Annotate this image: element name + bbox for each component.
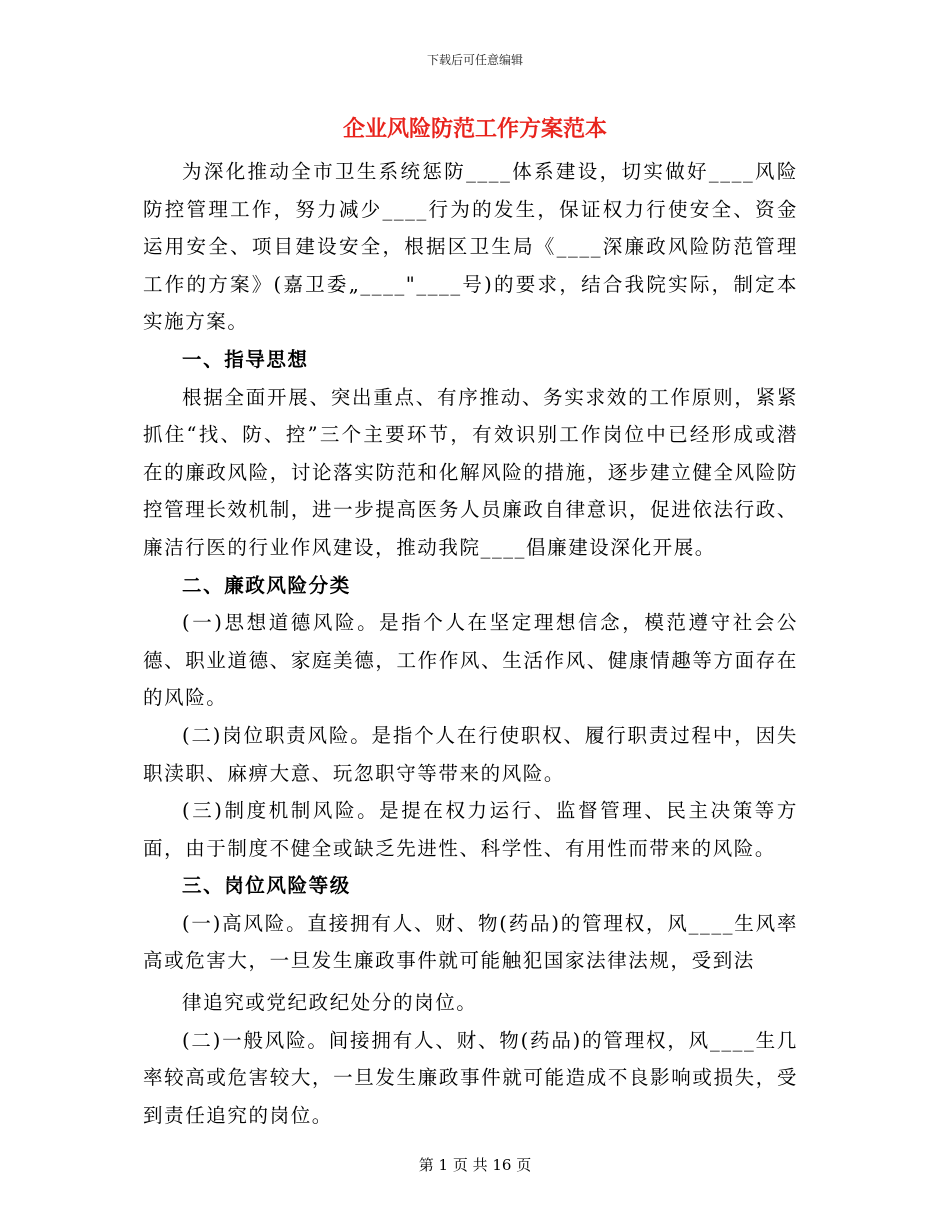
risk-level-high: (一)高风险。直接拥有人、财、物(药品)的管理权，风____生风率高或危害大，一旦发生廉政事件就可能触犯国家法律法规，受到法	[143, 911, 798, 973]
document-body	[143, 153, 798, 1134]
page-footer: 第 1 页 共 16 页	[418, 1156, 532, 1174]
guiding-thought-paragraph: 根据全面开展、突出重点、有序推动、务实求效的工作原则，紧紧抓住“找、防、控”三个主要环节，有效识别工作岗位中已经形成或潜在的廉政风险，讨论落实防范和化解风险的措施，逐步建立健全风险防控管理长效机制，进一步提高医务人员廉政自律意识，促进依法行政、廉洁行医的行业作风建设，推动我院____倡廉建设深化开展。	[143, 385, 798, 559]
risk-category-duty: (二)岗位职责风险。是指个人在行使职权、履行职责过程中，因失职渎职、麻痹大意、玩忽职守等带来的风险。	[143, 723, 798, 785]
risk-level-general: (二)一般风险。间接拥有人、财、物(药品)的管理权，风____生几率较高或危害较大，一旦发生廉政事件就可能造成不良影响或损失，受到责任追究的岗位。	[143, 1028, 798, 1127]
section-heading-risk-categories: 二、廉政风险分类	[182, 573, 351, 597]
risk-category-moral: (一)思想道德风险。是指个人在坚定理想信念，模范遵守社会公德、职业道德、家庭美德，工作作风、生活作风、健康情趣等方面存在的风险。	[143, 611, 798, 710]
risk-category-system: (三)制度机制风险。是提在权力运行、监督管理、民主决策等方面，由于制度不健全或缺乏先进性、科学性、有用性而带来的风险。	[143, 799, 798, 860]
document-title: 企业风险防范工作方案范本	[342, 116, 607, 142]
risk-level-high-continued: 律追究或党纪政纪处分的岗位。	[182, 991, 478, 1015]
header-note: 下载后可任意编辑	[426, 53, 523, 67]
section-heading-guiding-thought: 一、指导思想	[182, 347, 309, 371]
section-heading-risk-levels: 三、岗位风险等级	[182, 874, 351, 898]
intro-paragraph: 为深化推动全市卫生系统惩防____体系建设，切实做好____风险防控管理工作，努力减少____行为的发生，保证权力行使安全、资金运用安全、项目建设安全，根据区卫生局《____深廉政风险防范管理工作的方案》(嘉卫委„____"____号)的要求，结合我院实际，制定本实施方案。	[143, 160, 798, 334]
